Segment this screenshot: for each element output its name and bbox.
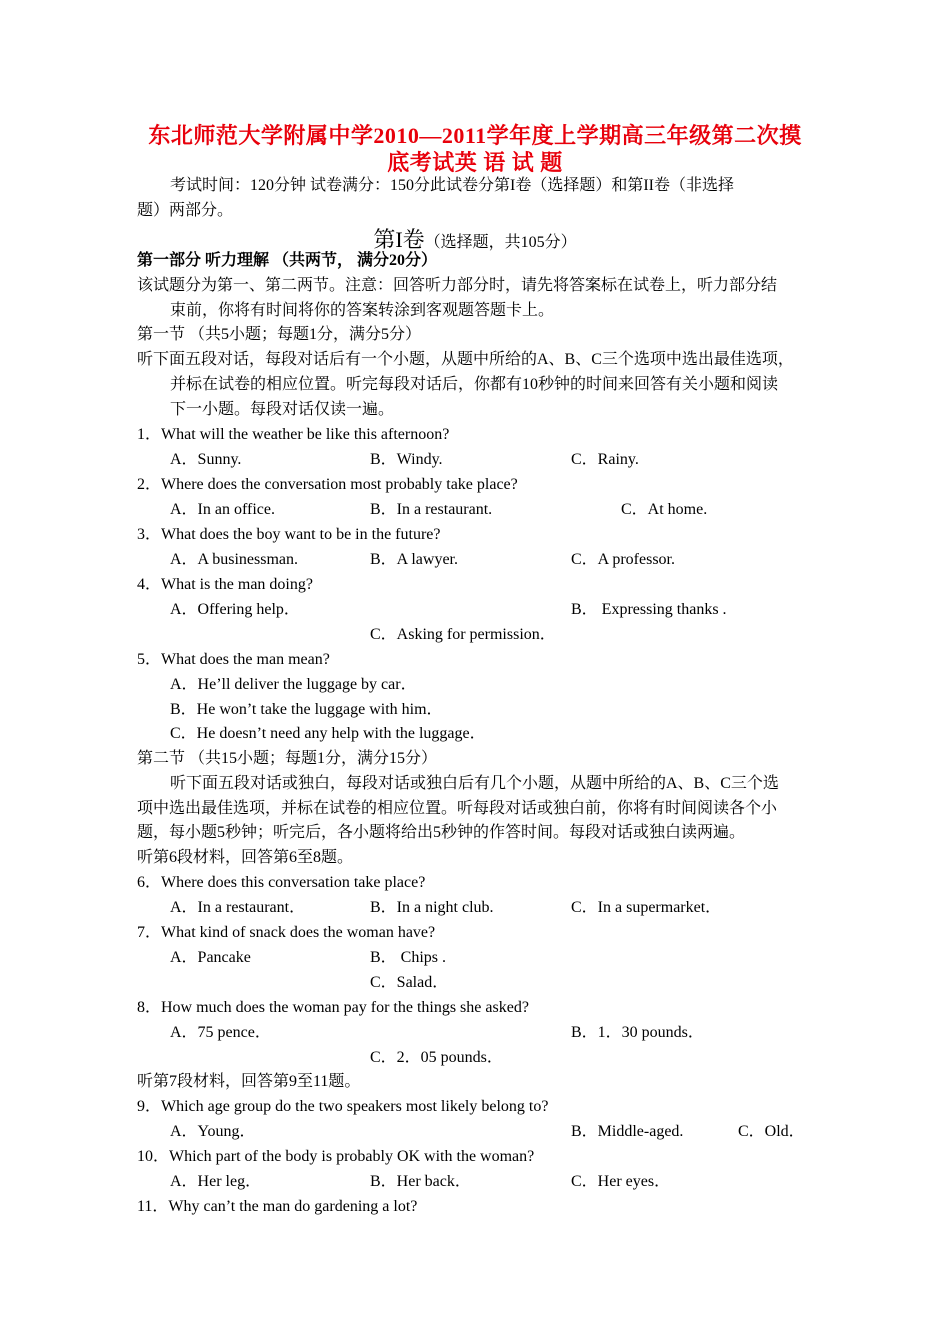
section2-instruction-line3: 题，每小题5秒钟；听完后，各小题将给出5秒钟的作答时间。每段对话或独白读两遍。 (137, 824, 746, 841)
question-8: 8．How much does the woman pay for the things she asked? (137, 999, 529, 1016)
note-line1: 该试题分为第一、第二两节。注意：回答听力部分时，请先将答案标在试卷上，听力部分结 (137, 277, 778, 294)
intro-line2: 题）两部分。 (137, 202, 234, 219)
q8-option-b: B．1．30 pounds． (571, 1024, 704, 1041)
question-9: 9．Which age group do the two speakers most likely belong to? (137, 1098, 549, 1115)
question-1: 1．What will the weather be like this afternoon? (137, 426, 450, 443)
section1-instruction-line2: 并标在试卷的相应位置。听完每段对话后，你都有10秒钟的时间来回答有关小题和阅读 (170, 376, 779, 393)
q10-option-c: C．Her eyes． (571, 1173, 671, 1190)
q9-option-c: C．Old． (738, 1123, 805, 1140)
q4-option-b: B． Expressing thanks . (571, 601, 727, 618)
q9-option-b: B．Middle-aged. (571, 1123, 684, 1140)
q3-option-a: A．A businessman. (170, 551, 299, 568)
note-line2: 束前，你将有时间将你的答案转涂到客观题答题卡上。 (170, 302, 555, 319)
q7-option-b: B． Chips . (370, 949, 447, 966)
q8-option-c: C．2．05 pounds． (370, 1049, 503, 1066)
section1-instruction-line3: 下一小题。每段对话仅读一遍。 (170, 401, 395, 418)
q5-option-c: C．He doesn’t need any help with the luggage． (170, 725, 486, 742)
q2-option-a: A．In an office. (170, 501, 276, 518)
section1-heading: 第一节 （共5小题；每题1分，满分5分） (137, 326, 422, 343)
question-6: 6．Where does this conversation take place? (137, 874, 426, 891)
q9-option-a: A．Young． (170, 1123, 256, 1140)
q10-option-a: A．Her leg． (170, 1173, 262, 1190)
q6-option-c: C．In a supermarket． (571, 899, 722, 916)
q10-option-b: B．Her back． (370, 1173, 471, 1190)
q3-option-b: B．A lawyer. (370, 551, 458, 568)
q7-option-c: C．Salad． (370, 974, 449, 991)
q3-option-c: C．A professor. (571, 551, 676, 568)
volume-subtitle: （选择题，共105分） (424, 234, 577, 251)
section2-instruction-line2: 项中选出最佳选项，并标在试卷的相应位置。听每段对话或独白前，你将有时间阅读各个小 (137, 800, 778, 817)
material-6-heading: 听第6段材料，回答第6至8题。 (137, 849, 354, 866)
exam-title-line2: 底考试英 语 试 题 (387, 150, 563, 175)
q1-option-c: C．Rainy. (571, 451, 639, 468)
question-7: 7．What kind of snack does the woman have? (137, 924, 436, 941)
q5-option-a: A．He’ll deliver the luggage by car． (170, 676, 417, 693)
section2-heading: 第二节 （共15小题；每题1分，满分15分） (137, 750, 438, 767)
volume-title: 第I卷 (373, 227, 425, 252)
q2-option-c: C．At home. (621, 501, 708, 518)
q4-option-c: C．Asking for permission． (370, 626, 556, 643)
q1-option-b: B．Windy. (370, 451, 443, 468)
q6-option-a: A．In a restaurant． (170, 899, 306, 916)
q2-option-b: B．In a restaurant. (370, 501, 493, 518)
question-3: 3．What does the boy want to be in the future? (137, 526, 441, 543)
section1-instruction-line1: 听下面五段对话，每段对话后有一个小题，从题中所给的A、B、C三个选项中选出最佳选项， (137, 351, 794, 368)
q5-option-b: B．He won’t take the luggage with him． (170, 701, 443, 718)
question-5: 5．What does the man mean? (137, 651, 330, 668)
intro-line1: 考试时间：120分钟 试卷满分：150分此试卷分第I卷（选择题）和第II卷（非选择 (170, 177, 734, 194)
question-10: 10．Which part of the body is probably OK with the woman? (137, 1148, 535, 1165)
q7-option-a: A．Pancake (170, 949, 251, 966)
question-4: 4．What is the man doing? (137, 576, 313, 593)
section2-instruction-line1: 听下面五段对话或独白，每段对话或独白后有几个小题，从题中所给的A、B、C三个选 (170, 775, 779, 792)
q6-option-b: B．In a night club. (370, 899, 494, 916)
q4-option-a: A．Offering help． (170, 601, 300, 618)
exam-title-line1: 东北师范大学附属中学2010—2011学年度上学期高三年级第二次摸 (148, 123, 802, 148)
material-7-heading: 听第7段材料，回答第9至11题。 (137, 1073, 361, 1090)
question-11: 11．Why can’t the man do gardening a lot? (137, 1198, 418, 1215)
q8-option-a: A．75 pence． (170, 1024, 271, 1041)
part1-heading: 第一部分 听力理解 （共两节， 满分20分） (137, 252, 438, 269)
question-2: 2．Where does the conversation most probably take place? (137, 476, 518, 493)
q1-option-a: A．Sunny. (170, 451, 242, 468)
